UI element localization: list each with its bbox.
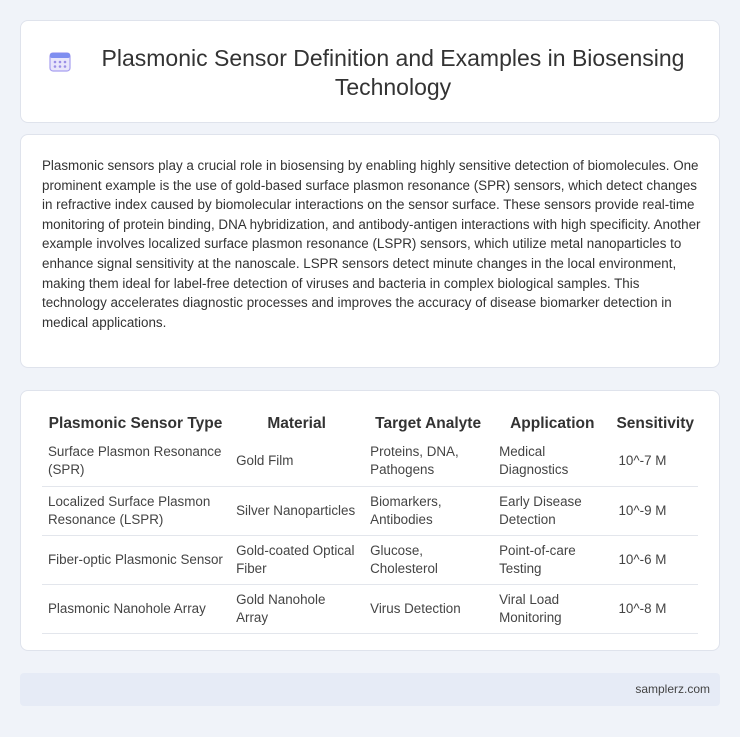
cell-material: Gold Film bbox=[230, 437, 364, 486]
footer bbox=[20, 673, 720, 706]
cell-application: Medical Diagnostics bbox=[493, 437, 612, 486]
header-application: Application bbox=[510, 415, 595, 432]
table-row bbox=[42, 584, 698, 633]
sensor-table bbox=[42, 411, 698, 634]
sensor-table-card bbox=[20, 390, 720, 651]
header-target-analyte: Target Analyte bbox=[375, 415, 482, 432]
cell-sensor-type: Plasmonic Nanohole Array bbox=[42, 584, 230, 633]
cell-sensitivity: 10^-6 M bbox=[612, 535, 698, 584]
cell-sensitivity: 10^-8 M bbox=[612, 584, 698, 633]
cell-target-analyte: Virus Detection bbox=[364, 584, 493, 633]
header-sensitivity: Sensitivity bbox=[616, 415, 694, 432]
cell-material: Gold Nanohole Array bbox=[230, 584, 364, 633]
cell-sensor-type: Surface Plasmon Resonance (SPR) bbox=[42, 437, 230, 486]
cell-sensor-type: Fiber-optic Plasmonic Sensor bbox=[42, 535, 230, 584]
cell-application: Early Disease Detection bbox=[493, 486, 612, 535]
table-row bbox=[42, 437, 698, 486]
cell-application: Viral Load Monitoring bbox=[493, 584, 612, 633]
page-title: Plasmonic Sensor Definition and Examples in Biosensing Technology bbox=[101, 45, 685, 100]
cell-target-analyte: Biomarkers, Antibodies bbox=[364, 486, 493, 535]
description-paragraph: Plasmonic sensors play a crucial role in biosensing by enabling highly sensitive detection of biomolecules. One prominent example is the use of gold-based surface plasmon resonance (SPR) sensors, which detect changes in refractive index caused by biomolecular interactions on the sensor surface. These sensors provide real-time monitoring of protein binding, DNA hybridization, and antibody-antigen interactions with high specificity. Another example involves localized surface plasmon resonance (LSPR) sensors, which utilize metal nanoparticles to enhance signal sensitivity at the nanoscale. LSPR sensors detect minute changes in the local environment, making them ideal for label-free detection of viruses and bacteria in complex biological samples. This technology accelerates diagnostic processes and improves the accuracy of disease biomarker detection in medical applications. bbox=[42, 158, 701, 330]
cell-sensor-type: Localized Surface Plasmon Resonance (LSPR) bbox=[42, 486, 230, 535]
cell-material: Silver Nanoparticles bbox=[230, 486, 364, 535]
cell-application: Point-of-care Testing bbox=[493, 535, 612, 584]
table-header-row bbox=[42, 411, 698, 437]
header-material: Material bbox=[267, 415, 326, 432]
cell-material: Gold-coated Optical Fiber bbox=[230, 535, 364, 584]
title-card bbox=[20, 20, 720, 123]
table-row bbox=[42, 535, 698, 584]
cell-target-analyte: Proteins, DNA, Pathogens bbox=[364, 437, 493, 486]
footer-site-link[interactable]: samplerz.com bbox=[635, 682, 710, 696]
header-sensor-type: Plasmonic Sensor Type bbox=[48, 415, 223, 432]
cell-target-analyte: Glucose, Cholesterol bbox=[364, 535, 493, 584]
calendar-icon bbox=[49, 50, 71, 72]
table-row bbox=[42, 486, 698, 535]
cell-sensitivity: 10^-9 M bbox=[612, 486, 698, 535]
cell-sensitivity: 10^-7 M bbox=[612, 437, 698, 486]
description-card bbox=[20, 134, 720, 368]
